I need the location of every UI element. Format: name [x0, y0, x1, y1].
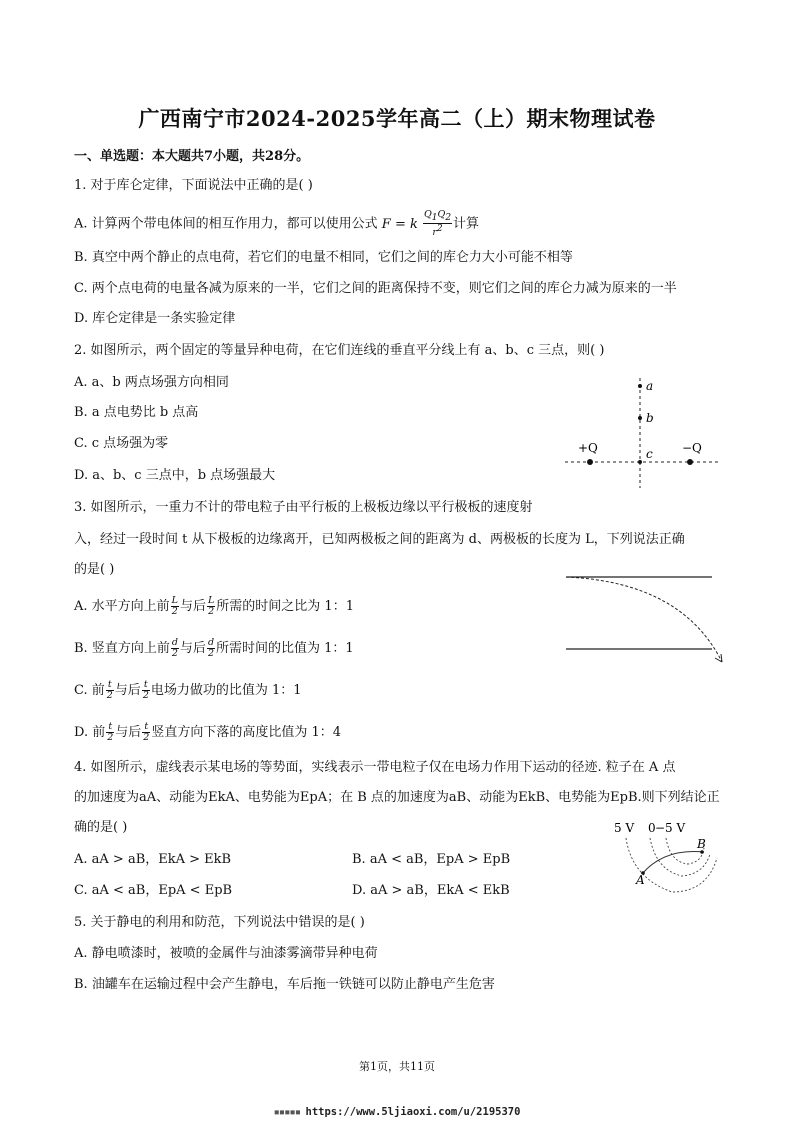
- q4-option-a: A. aA > aB，EkA > EkB: [74, 852, 232, 867]
- q2-charge-figure: [560, 370, 730, 490]
- q3-stem-line2: 入，经过一段时间 t 从下极板的边缘离开，已知两极板之间的距离为 d、两极板的长度为 L，下列说法正确: [74, 532, 685, 547]
- potential-label-5v: 5 V: [614, 821, 635, 835]
- frac-denominator: 2: [143, 732, 150, 743]
- q5-stem: 5. 关于静电的利用和防范，下列说法中错误的是( ): [74, 915, 365, 930]
- q3-option-d-pre: D. 前: [74, 725, 106, 740]
- coulomb-formula: F = k $\frac{Q_1Q_2}{r^2}$: [381, 209, 452, 239]
- frac-denominator: 2: [142, 690, 149, 701]
- q4-option-c: C. aA < aB，EpA < EpB: [74, 883, 233, 898]
- q3-stem-line1: 3. 如图所示，一重力不计的带电粒子由平行板的上极板边缘以平行极板的速度射: [74, 500, 533, 515]
- q4-stem-line3: 确的是( ): [74, 820, 128, 835]
- q3-option-a-pre: A. 水平方向上前: [74, 599, 170, 614]
- q3-option-a-post: 所需的时间之比为 1：1: [216, 599, 354, 614]
- q2-option-c: C. c 点场强为零: [74, 436, 169, 451]
- frac-numerator: L: [171, 595, 178, 606]
- q3-option-a-mid: 与后: [179, 599, 206, 614]
- q3-option-c-mid: 与后: [114, 683, 141, 698]
- q3-option-b-mid: 与后: [179, 641, 206, 656]
- q5-option-a: A. 静电喷漆时，被喷的金属件与油漆雾滴带异种电荷: [74, 946, 378, 961]
- source-watermark: [0, 1106, 794, 1118]
- point-A-label: A: [636, 873, 645, 887]
- q1-stem: 1. 对于库仑定律，下面说法中正确的是( ): [74, 178, 313, 193]
- particle-path: [642, 851, 704, 874]
- section-heading: 一、单选题：本大题共7小题，共28分。: [74, 149, 310, 164]
- frac-denominator: 2: [171, 606, 178, 617]
- q3-option-c-pre: C. 前: [74, 683, 105, 698]
- q1-option-a: [74, 210, 479, 238]
- q1-option-a-text: A. 计算两个带电体间的相互作用力，都可以使用公式: [74, 216, 382, 232]
- watermark-url: https://www.5ljiaoxi.com/u/2195370: [305, 1106, 521, 1118]
- q3-option-d-post: 竖直方向下落的高度比值为 1：4: [151, 725, 342, 740]
- potential-label-neg5v: −5 V: [655, 821, 686, 835]
- q4-stem-line1: 4. 如图所示，虚线表示某电场的等势面，实线表示一带电粒子仅在电场力作用下运动的径迹. 粒子在 A 点: [74, 760, 676, 775]
- frac-denominator: 2: [171, 648, 178, 659]
- point-b-label: b: [646, 411, 654, 425]
- q3-option-b-post: 所需时间的比值为 1：1: [216, 641, 354, 656]
- positive-charge-label: +Q: [578, 441, 598, 455]
- q2-stem: 2. 如图所示，两个固定的等量异种电荷，在它们连线的垂直平分线上有 a、b、c 三点，则( ): [74, 343, 605, 358]
- q5-option-b: B. 油罐车在运输过程中会产生静电，车后拖一铁链可以防止静电产生危害: [74, 977, 495, 992]
- q3-stem-line3: 的是( ): [74, 562, 115, 577]
- q3-capacitor-figure: [562, 570, 732, 670]
- q1-option-b: B. 真空中两个静止的点电荷，若它们的电量不相同，它们之间的库仑力大小可能不相等: [74, 250, 573, 265]
- q3-option-c-post: 电场力做功的比值为 1：1: [150, 683, 302, 698]
- point-B-label: B: [697, 837, 706, 851]
- frac-denominator: 2: [207, 648, 214, 659]
- q4-option-d: D. aA > aB，EkA < EkB: [352, 883, 510, 898]
- watermark-logo-icon: ▪▪▪▪▪: [273, 1106, 306, 1118]
- q3-option-d: [74, 722, 341, 743]
- q3-option-d-mid: 与后: [115, 725, 142, 740]
- frac-numerator: t: [106, 722, 114, 733]
- q4-stem-line2: 的加速度为aA、动能为EkA、电势能为EpA；在 B 点的加速度为aB、动能为EkB、电势能为EpB.则下列结论正: [74, 790, 720, 805]
- q4-option-b: B. aA < aB，EpA > EpB: [352, 852, 511, 867]
- q2-option-d: D. a、b、c 三点中，b 点场强最大: [74, 468, 276, 483]
- q3-option-b: [74, 638, 354, 659]
- frac-numerator: d: [171, 637, 178, 648]
- q1-option-c: C. 两个点电荷的电量各减为原来的一半，它们之间的距离保持不变，则它们之间的库仑力减为原来的一半: [74, 281, 677, 296]
- frac-denominator: 2: [106, 690, 113, 701]
- q2-option-b: B. a 点电势比 b 点高: [74, 405, 199, 420]
- q2-option-a: A. a、b 两点场强方向相同: [74, 375, 229, 390]
- point-c-label: c: [646, 447, 653, 461]
- q3-option-a: [74, 596, 354, 617]
- q4-equipotential-figure: [612, 818, 724, 898]
- page-title: 广西南宁市2024-2025学年高二（上）期末物理试卷: [138, 106, 656, 131]
- q3-option-c: [74, 680, 302, 701]
- point-a-label: a: [646, 379, 654, 393]
- frac-numerator: t: [142, 680, 150, 691]
- q1-option-d: D. 库仑定律是一条实验定律: [74, 311, 236, 326]
- frac-denominator: 2: [208, 606, 215, 617]
- frac-numerator: t: [142, 722, 150, 733]
- frac-numerator: d: [207, 637, 215, 648]
- negative-charge-label: −Q: [682, 441, 702, 455]
- q3-option-b-pre: B. 竖直方向上前: [74, 641, 170, 656]
- frac-numerator: L: [207, 595, 215, 606]
- page-footer: 第1页，共11页: [359, 1060, 435, 1073]
- frac-numerator: t: [106, 680, 114, 691]
- potential-label-0: 0: [648, 821, 656, 835]
- q1-option-a-suffix: 计算: [453, 216, 480, 232]
- frac-denominator: 2: [107, 732, 114, 743]
